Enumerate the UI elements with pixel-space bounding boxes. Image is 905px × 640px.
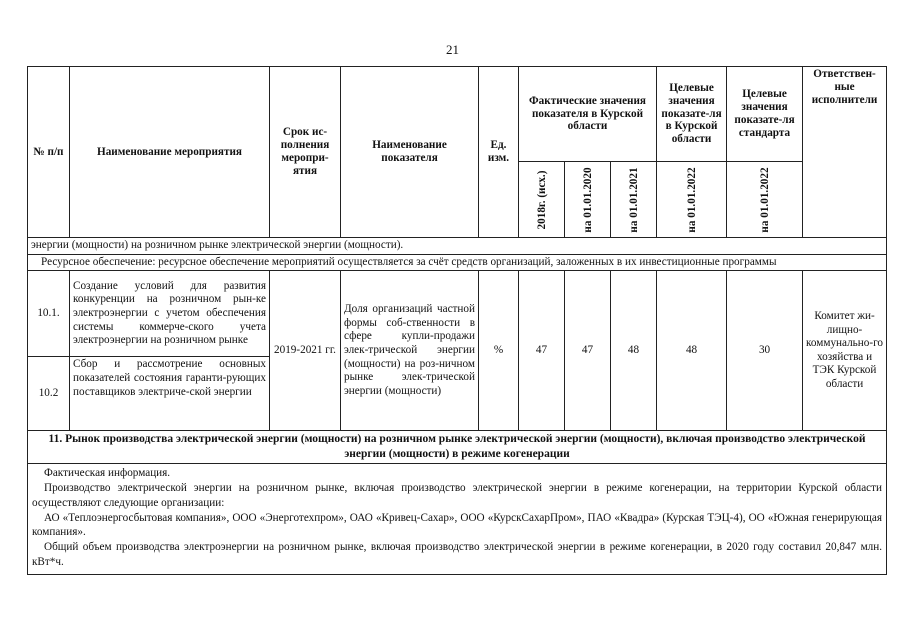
header-year-2018: 2018г. (исх.) (535, 170, 548, 229)
unit-cell: % (479, 271, 519, 431)
info-paragraph: Производство электрической энергии на розничном рынке, включая производство электрической энергии в режиме когенерации, на территории Курской области осуществляют следующие организации: (32, 481, 883, 509)
section-11-body (28, 464, 887, 574)
value-2020: 47 (565, 271, 611, 431)
info-paragraph: АО «Теплоэнергосбытовая компания», ООО «Энерготехпром», ОАО «Кривец-Сахар», ООО «КурскСахарПром», ПАО «Квадра» (Курская ТЭЦ-4), ОО «Южная генерирующая компания». (32, 511, 883, 539)
info-paragraph: Общий объем производства электроэнергии на розничном рынке, включая производство электрической энергии в режиме когенерации, в 2020 году составил 20,847 млн. кВт*ч. (32, 541, 883, 568)
header-year-2022-standard: на 01.01.2022 (758, 166, 771, 233)
header-num: № п/п (28, 67, 70, 238)
event-name: Создание условий для развития конкуренции на розничном рын-ке электроэнергии с учетом обеспечения системы коммерче-ского учета электроэнергии на розничном рынке (70, 271, 270, 357)
indicator-name: Доля организаций частной формы соб-ственности в сфере купли-продажи элек-трической энергии (мощности) на роз-ничном рынке элек-трической энергии (мощности) (341, 271, 479, 431)
header-year-2022-region: на 01.01.2022 (685, 166, 698, 233)
measures-table (27, 66, 887, 575)
header-event-name: Наименование мероприятия (70, 67, 270, 238)
event-name: Сбор и рассмотрение основных показателей состояния гаранти-рующих поставщиков электриче-ской энергии (70, 357, 270, 431)
header-year-2021: на 01.01.2021 (627, 166, 640, 233)
responsible-cell: Комитет жи-лищно-коммунально-го хозяйства и ТЭК Курской области (803, 271, 887, 431)
header-year-2020: на 01.01.2020 (581, 166, 594, 233)
value-2022-standard: 30 (727, 271, 803, 431)
deadline-cell: 2019-2021 гг. (270, 271, 341, 431)
value-2022-region: 48 (657, 271, 727, 431)
section-11-title: 11. Рынок производства электрической энергии (мощности) на розничном рынке электрической энергии (мощности), включая производство электрической энергии (мощности) в режиме когенерации (28, 431, 887, 464)
info-paragraph: Фактическая информация. (44, 467, 171, 480)
page-number: 21 (446, 42, 459, 57)
table-row (28, 271, 887, 357)
continuation-text: энергии (мощности) на розничном рынке электрической энергии (мощности). (28, 238, 887, 255)
value-2018: 47 (519, 271, 565, 431)
row-number: 10.1. (28, 271, 70, 357)
header-unit: Ед. изм. (479, 67, 519, 238)
value-2021: 48 (611, 271, 657, 431)
row-number: 10.2 (28, 357, 70, 431)
resource-text: Ресурсное обеспечение: ресурсное обеспечение мероприятий осуществляется за счёт средств организаций, заложенных в их инвестиционные программы (28, 254, 887, 271)
header-responsible: Ответствен-ные исполнители (803, 67, 887, 238)
header-indicator-name: Наименование показателя (341, 67, 479, 238)
header-actual: Фактические значения показателя в Курской области (519, 67, 657, 162)
header-target-standard: Целевые значения показате-ля стандарта (727, 67, 803, 162)
header-deadline: Срок ис-полнения меропри-ятия (270, 67, 341, 238)
header-target-region: Целевые значения показате-ля в Курской области (657, 67, 727, 162)
